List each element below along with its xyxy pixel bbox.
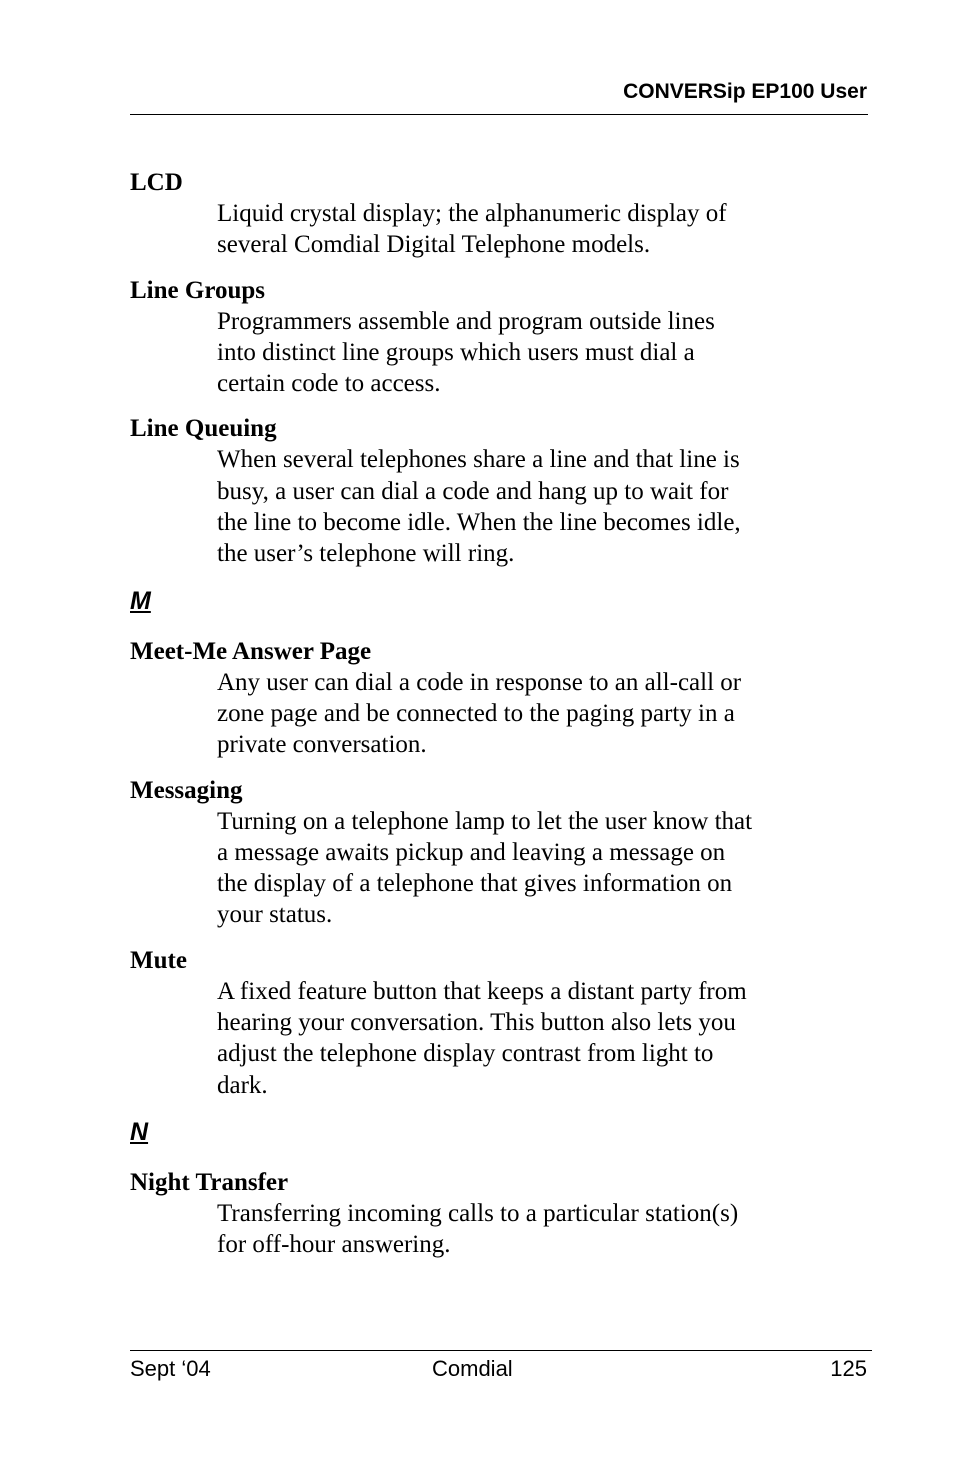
glossary-definition: [217, 306, 830, 400]
definition-line: into distinct line groups which users must dial a: [217, 338, 695, 366]
definition-line: Any user can dial a code in response to an all-call or: [217, 668, 742, 696]
section-letter-heading: M: [130, 586, 151, 615]
header-divider: [130, 114, 868, 115]
glossary-entry: [130, 413, 830, 569]
definition-line: Liquid crystal display; the alphanumeric display of: [217, 200, 727, 227]
definition-line: A fixed feature button that keeps a distant party from: [217, 977, 747, 1005]
glossary-entry: [130, 275, 830, 400]
definition-line: Turning on a telephone lamp to let the user know that: [217, 807, 753, 835]
section-letter-heading: N: [130, 1117, 149, 1146]
glossary-entry: [130, 775, 830, 931]
definition-line: certain code to access.: [217, 370, 441, 398]
glossary-term: LCD: [130, 169, 183, 196]
glossary-entry: [130, 1167, 830, 1261]
definition-line: the line to become idle. When the line becomes idle,: [217, 509, 741, 537]
glossary-entry: [130, 636, 830, 761]
glossary-term: Meet-Me Answer Page: [130, 637, 372, 665]
glossary-definition: [217, 1198, 830, 1261]
glossary-term: Line Queuing: [130, 415, 277, 443]
footer-divider: [130, 1350, 872, 1351]
definition-line: the display of a telephone that gives information on: [217, 870, 733, 898]
glossary-term: Line Groups: [130, 276, 265, 304]
glossary-definition: [217, 976, 830, 1101]
definition-line: several Comdial Digital Telephone models.: [217, 231, 651, 259]
page-number: 125: [830, 1356, 867, 1381]
definition-line: zone page and be connected to the paging party in a: [217, 699, 735, 727]
glossary-entry: [130, 167, 830, 261]
definition-line: private conversation.: [217, 731, 427, 759]
footer-publisher: Comdial: [432, 1356, 513, 1381]
glossary-entry: [130, 945, 830, 1101]
definition-line: dark.: [217, 1071, 268, 1099]
footer-date: Sept ‘04: [130, 1356, 211, 1381]
glossary-term: Night Transfer: [130, 1168, 289, 1196]
glossary-definition: [217, 806, 830, 931]
glossary-definition: [217, 198, 830, 261]
definition-line: your status.: [217, 901, 333, 929]
definition-line: adjust the telephone display contrast from light to: [217, 1040, 714, 1068]
glossary-definition: [217, 444, 830, 569]
running-header: CONVERSip EP100 User: [623, 80, 867, 103]
definition-line: busy, a user can dial a code and hang up to wait for: [217, 477, 729, 505]
definition-line: Programmers assemble and program outside lines: [217, 307, 715, 335]
glossary-term: Mute: [130, 946, 187, 974]
definition-line: hearing your conversation. This button also lets you: [217, 1009, 736, 1037]
definition-line: Transferring incoming calls to a particular station(s): [217, 1199, 739, 1227]
glossary-term: Messaging: [130, 776, 243, 804]
glossary-content: [130, 167, 830, 1275]
glossary-definition: [217, 667, 830, 761]
definition-line: When several telephones share a line and that line is: [217, 446, 740, 474]
definition-line: a message awaits pickup and leaving a message on: [217, 838, 726, 866]
definition-line: the user’s telephone will ring.: [217, 540, 515, 568]
definition-line: for off-hour answering.: [217, 1231, 451, 1259]
